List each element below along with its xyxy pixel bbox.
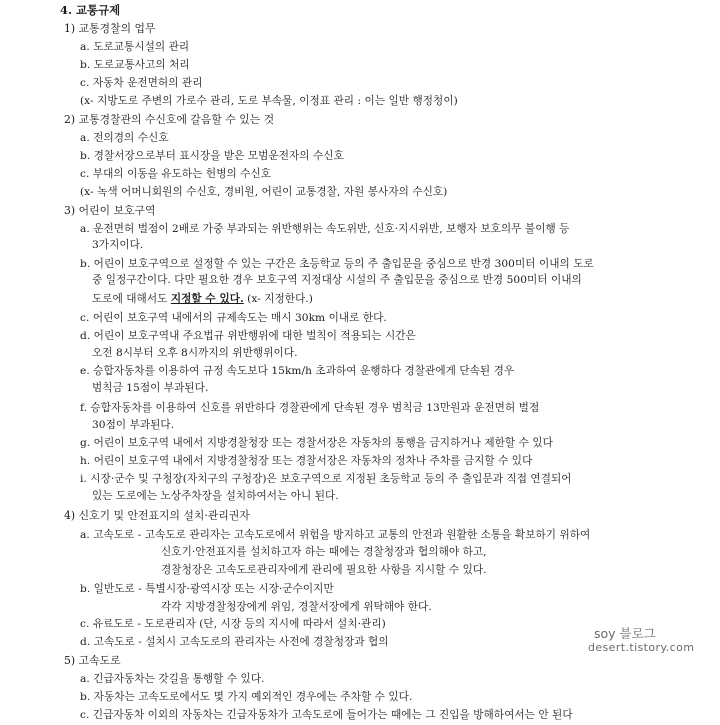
list-item: a. 도로교통시설의 관리 <box>80 41 190 53</box>
list-item: c. 어린이 보호구역 내에서의 규제속도는 매시 30km 이내로 한다. <box>80 312 387 324</box>
list-item: b. 어린이 보호구역으로 설정할 수 있는 구간은 초등학교 등의 주 출입문을 중심으로 반경 300미터 이내의 도로 <box>80 258 594 270</box>
list-item-continuation: 30점이 부과된다. <box>92 419 175 431</box>
subsection-heading: 2) 교통경찰관의 수신호에 갈음할 수 있는 것 <box>64 113 275 126</box>
emphasized-text: 지정할 수 있다. <box>170 293 244 305</box>
text-segment: 도로에 대해서도 <box>92 293 168 305</box>
list-item: c. 부대의 이동을 유도하는 헌병의 수신호 <box>80 168 272 180</box>
list-item: b. 자동차는 고속도로에서도 몇 가지 예외적인 경우에는 주차할 수 있다. <box>80 691 413 703</box>
list-item: c. 자동차 운전면허의 관리 <box>80 77 203 89</box>
list-item: b. 경찰서장으로부터 표시장을 받은 모범운전자의 수신호 <box>80 150 344 162</box>
subsection-heading: 5) 고속도로 <box>64 654 121 667</box>
list-item: d. 고속도로 - 설치시 고속도로의 관리자는 사전에 경찰청장과 협의 <box>80 636 389 648</box>
list-item-continuation: 3가지이다. <box>92 239 144 251</box>
list-item-continuation <box>92 292 313 306</box>
list-item-continuation: 있는 도로에는 노상주차장을 설치하여서는 아니 된다. <box>92 490 339 502</box>
list-item: c. 유료도로 - 도로관리자 (단, 시장 등의 지시에 따라서 설치·관리) <box>80 618 386 630</box>
section-heading: 4. 교통규제 <box>60 3 121 17</box>
list-item: a. 고속도로 - 고속도로 관리자는 고속도로에서 위험을 방지하고 교통의 안전과 원활한 소통을 확보하기 위하여 <box>80 529 591 541</box>
watermark-url: desert.tistory.com <box>588 641 695 654</box>
list-item: f. 승합자동차를 이용하여 신호를 위반하다 경찰관에게 단속된 경우 범칙금 13만원과 운전면허 벌점 <box>80 402 540 414</box>
list-item: a. 운전면허 벌점이 2배로 가중 부과되는 위반행위는 속도위반, 신호·지시위반, 보행자 보호의무 불이행 등 <box>80 223 570 235</box>
list-item-continuation: 오전 8시부터 오후 8시까지의 위반행위이다. <box>92 347 298 359</box>
list-item: d. 어린이 보호구역내 주요법규 위반행위에 대한 벌칙이 적용되는 시간은 <box>80 330 416 342</box>
text-segment: (x- 지정한다.) <box>247 293 313 305</box>
subsection-heading: 3) 어린이 보호구역 <box>64 204 156 217</box>
list-item: a. 전의경의 수신호 <box>80 132 169 144</box>
list-item: h. 어린이 보호구역 내에서 지방경찰청장 또는 경찰서장은 자동차의 정차나 주차를 금지할 수 있다 <box>80 455 533 467</box>
list-item-continuation: 범칙금 15점이 부과된다. <box>92 382 209 394</box>
list-item-continuation: 경찰청장은 고속도로관리자에게 관리에 필요한 사항을 지시할 수 있다. <box>161 564 487 576</box>
list-item: c. 긴급자동차 이외의 자동차는 긴급자동차가 고속도로에 들어가는 때에는 그 진입을 방해하여서는 안 된다 <box>80 709 573 721</box>
list-item: b. 일반도로 - 특별시장·광역시장 또는 시장·군수이지만 <box>80 583 334 595</box>
list-item: b. 도로교통사고의 처리 <box>80 59 190 71</box>
list-item: e. 승합자동차를 이용하여 규정 속도보다 15km/h 초과하여 운행하다 경찰관에게 단속된 경우 <box>80 365 515 377</box>
list-item-continuation: 각각 지방경찰청장에게 위임, 경찰서장에게 위탁해야 한다. <box>161 601 432 613</box>
list-item: g. 어린이 보호구역 내에서 지방경찰청장 또는 경찰서장은 자동차의 통행을 금지하거나 제한할 수 있다 <box>80 437 553 449</box>
list-item: i. 시장·군수 및 구청장(자치구의 구청장)은 보호구역으로 지정된 초등학교 등의 주 출입문과 직접 연결되어 <box>80 473 572 485</box>
note-text: (x- 지방도로 주변의 가로수 관리, 도로 부속물, 이정표 관리 : 이는 일반 행정청이) <box>80 95 458 107</box>
list-item: a. 긴급자동차는 갓길을 통행할 수 있다. <box>80 673 265 685</box>
subsection-heading: 1) 교통경찰의 업무 <box>64 22 156 35</box>
subsection-heading: 4) 신호기 및 안전표지의 설치·관리권자 <box>64 509 250 522</box>
watermark-blog-name: soy 블로그 <box>594 626 656 641</box>
list-item-continuation: 중 일정구간이다. 다만 필요한 경우 보호구역 지정대상 시설의 주 출입문을 중심으로 반경 500미터 이내의 <box>92 274 582 286</box>
note-text: (x- 녹색 어머니회원의 수신호, 경비원, 어린이 교통경찰, 자원 봉사자의 수신호) <box>80 186 448 198</box>
list-item-continuation: 신호기·안전표지를 설치하고자 하는 때에는 경찰청장과 협의해야 하고, <box>161 546 487 558</box>
